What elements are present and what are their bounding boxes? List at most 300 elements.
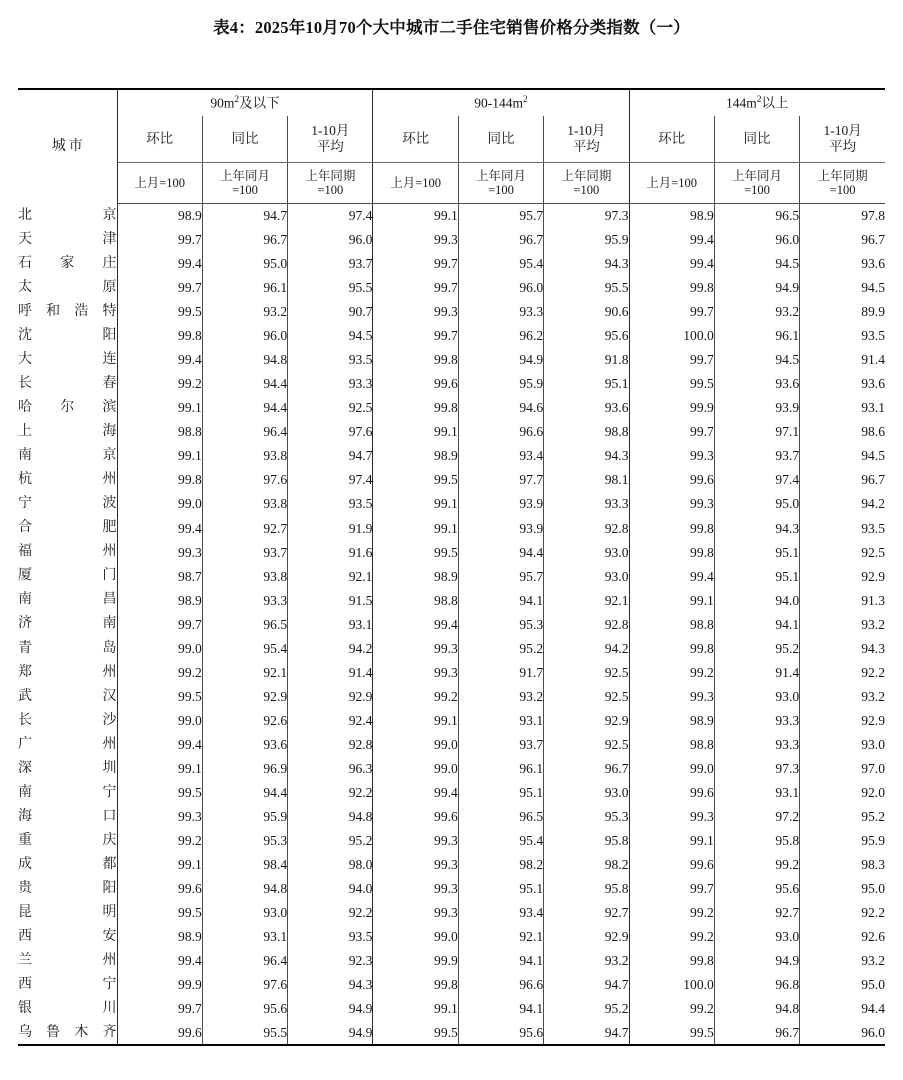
city-name-cell bbox=[18, 396, 117, 420]
index-value-cell: 99.3 bbox=[373, 853, 458, 877]
index-value-cell: 93.1 bbox=[458, 708, 543, 732]
table-row bbox=[18, 997, 885, 1021]
index-value-cell: 99.1 bbox=[629, 829, 714, 853]
index-value-cell: 99.5 bbox=[117, 300, 202, 324]
index-value-cell: 93.5 bbox=[288, 492, 373, 516]
table-row bbox=[18, 877, 885, 901]
index-value-cell: 95.4 bbox=[202, 636, 287, 660]
city-name-cell bbox=[18, 276, 117, 300]
index-value-cell: 95.1 bbox=[714, 540, 799, 564]
index-value-cell: 99.8 bbox=[629, 636, 714, 660]
index-value-cell: 98.9 bbox=[373, 444, 458, 468]
index-value-cell: 99.4 bbox=[373, 781, 458, 805]
city-name-cell bbox=[18, 516, 117, 540]
index-value-cell: 95.2 bbox=[458, 636, 543, 660]
index-value-cell: 96.9 bbox=[202, 757, 287, 781]
city-name-cell bbox=[18, 708, 117, 732]
index-value-cell: 99.1 bbox=[117, 853, 202, 877]
header-measure-g3-yoy bbox=[714, 116, 799, 163]
base-label: 上年同月 bbox=[475, 168, 526, 183]
index-value-cell: 100.0 bbox=[629, 973, 714, 997]
city-name-cell bbox=[18, 997, 117, 1021]
index-value-cell: 93.7 bbox=[202, 540, 287, 564]
header-measure-g1-mom bbox=[117, 116, 202, 163]
group-label-sup: 2 bbox=[522, 95, 528, 106]
index-value-cell: 100.0 bbox=[629, 324, 714, 348]
city-name-cell bbox=[18, 588, 117, 612]
city-name-cell bbox=[18, 540, 117, 564]
index-value-cell: 94.1 bbox=[458, 949, 543, 973]
index-value-cell: 91.8 bbox=[544, 348, 629, 372]
index-value-cell: 93.7 bbox=[458, 733, 543, 757]
index-value-cell: 93.9 bbox=[714, 396, 799, 420]
index-value-cell: 99.0 bbox=[117, 708, 202, 732]
index-value-cell: 98.8 bbox=[629, 612, 714, 636]
index-value-cell: 99.8 bbox=[373, 348, 458, 372]
index-value-cell: 94.8 bbox=[202, 877, 287, 901]
table-row bbox=[18, 925, 885, 949]
table-row bbox=[18, 324, 885, 348]
index-value-cell: 96.6 bbox=[458, 973, 543, 997]
base-label: 上月=100 bbox=[646, 175, 698, 190]
price-index-table bbox=[18, 88, 885, 1046]
index-value-cell: 92.0 bbox=[861, 785, 885, 801]
index-value-cell: 99.7 bbox=[629, 877, 714, 901]
index-value-cell: 93.4 bbox=[458, 444, 543, 468]
city-name: 贵 阳 bbox=[18, 881, 117, 896]
index-value-cell: 99.2 bbox=[117, 372, 202, 396]
city-name-cell bbox=[18, 564, 117, 588]
table-row bbox=[18, 805, 885, 829]
index-value-cell: 94.3 bbox=[544, 444, 629, 468]
base-label-2: =100 bbox=[232, 183, 258, 197]
title-text: 表4：2025年10月70个大中城市二手住宅销售价格分类指数（一） bbox=[213, 18, 690, 37]
index-value-cell: 99.7 bbox=[117, 997, 202, 1021]
city-name-cell bbox=[18, 300, 117, 324]
table-row bbox=[18, 372, 885, 396]
index-value-cell: 99.6 bbox=[373, 805, 458, 829]
index-value-cell: 93.3 bbox=[202, 588, 287, 612]
index-value-cell: 92.2 bbox=[288, 901, 373, 925]
index-value-cell: 99.1 bbox=[373, 708, 458, 732]
index-value-cell: 93.0 bbox=[714, 684, 799, 708]
city-name: 昆 明 bbox=[18, 905, 117, 921]
index-value-cell: 95.3 bbox=[202, 829, 287, 853]
index-value-cell: 96.5 bbox=[714, 204, 799, 228]
city-name-cell bbox=[18, 252, 117, 276]
index-value-cell: 93.6 bbox=[202, 733, 287, 757]
index-value-cell: 94.4 bbox=[202, 372, 287, 396]
index-value-cell: 99.2 bbox=[117, 660, 202, 684]
index-value-cell: 92.8 bbox=[544, 612, 629, 636]
index-value-cell: 98.2 bbox=[544, 853, 629, 877]
index-value-cell: 93.6 bbox=[861, 376, 885, 392]
city-name: 兰 州 bbox=[18, 953, 117, 969]
header-group-144-and-above bbox=[629, 89, 885, 116]
table-row bbox=[18, 396, 885, 420]
index-value-cell: 95.4 bbox=[458, 252, 543, 276]
index-value-cell: 96.3 bbox=[288, 757, 373, 781]
city-name-cell bbox=[18, 228, 117, 252]
index-value-cell: 94.2 bbox=[861, 496, 885, 512]
city-name: 济 南 bbox=[18, 616, 117, 632]
table-row bbox=[18, 973, 885, 997]
index-value-cell: 98.4 bbox=[202, 853, 287, 877]
index-value-cell: 95.0 bbox=[861, 881, 885, 897]
index-value-cell: 93.1 bbox=[288, 612, 373, 636]
index-value-cell: 94.3 bbox=[861, 640, 885, 656]
index-value-cell: 95.7 bbox=[458, 564, 543, 588]
index-value-cell: 95.6 bbox=[714, 877, 799, 901]
table-row bbox=[18, 1021, 885, 1045]
index-value-cell: 95.6 bbox=[544, 324, 629, 348]
index-value-cell: 93.5 bbox=[861, 520, 885, 536]
index-value-cell: 94.7 bbox=[544, 973, 629, 997]
index-value-cell: 95.8 bbox=[714, 829, 799, 853]
index-value-cell: 99.4 bbox=[117, 733, 202, 757]
index-value-cell: 93.3 bbox=[714, 733, 799, 757]
index-value-cell: 96.0 bbox=[288, 228, 373, 252]
index-value-cell: 96.1 bbox=[458, 757, 543, 781]
index-value-cell: 98.0 bbox=[288, 853, 373, 877]
index-value-cell: 97.3 bbox=[544, 204, 629, 228]
index-value-cell: 94.7 bbox=[288, 444, 373, 468]
index-value-cell: 99.4 bbox=[629, 564, 714, 588]
index-value-cell: 99.0 bbox=[117, 492, 202, 516]
city-name: 太 原 bbox=[18, 279, 117, 295]
index-value-cell: 91.9 bbox=[288, 516, 373, 540]
index-value-cell: 96.0 bbox=[714, 228, 799, 252]
city-name-cell bbox=[18, 733, 117, 757]
index-value-cell: 99.7 bbox=[629, 300, 714, 324]
index-value-cell: 95.5 bbox=[544, 276, 629, 300]
index-value-cell: 99.6 bbox=[629, 468, 714, 492]
table-row bbox=[18, 684, 885, 708]
city-name: 南 宁 bbox=[18, 784, 117, 800]
index-value-cell: 95.3 bbox=[544, 805, 629, 829]
index-value-cell: 97.8 bbox=[861, 208, 885, 224]
header-base-g2-yoy bbox=[458, 163, 543, 204]
table-row bbox=[18, 949, 885, 973]
index-value-cell: 95.0 bbox=[861, 977, 885, 993]
index-value-cell: 99.8 bbox=[629, 276, 714, 300]
table-row bbox=[18, 516, 885, 540]
index-value-cell: 91.5 bbox=[288, 588, 373, 612]
index-value-cell: 94.9 bbox=[458, 348, 543, 372]
index-value-cell: 92.2 bbox=[288, 781, 373, 805]
index-value-cell: 94.2 bbox=[544, 636, 629, 660]
city-name-cell bbox=[18, 1021, 117, 1045]
index-value-cell: 97.0 bbox=[861, 760, 885, 776]
index-value-cell: 95.5 bbox=[288, 276, 373, 300]
index-value-cell: 99.7 bbox=[373, 252, 458, 276]
index-value-cell: 99.3 bbox=[373, 877, 458, 901]
group-label-prefix: 90-144m bbox=[474, 95, 523, 111]
index-value-cell: 99.5 bbox=[373, 468, 458, 492]
index-value-cell: 99.3 bbox=[629, 492, 714, 516]
index-value-cell: 99.6 bbox=[373, 372, 458, 396]
index-value-cell: 93.0 bbox=[544, 564, 629, 588]
index-value-cell: 93.8 bbox=[202, 564, 287, 588]
index-value-cell: 94.5 bbox=[288, 324, 373, 348]
index-value-cell: 96.6 bbox=[458, 420, 543, 444]
measure-name-2: 平均 bbox=[572, 139, 600, 154]
index-value-cell: 99.3 bbox=[117, 540, 202, 564]
index-value-cell: 93.1 bbox=[202, 925, 287, 949]
index-value-cell: 96.2 bbox=[458, 324, 543, 348]
index-value-cell: 91.4 bbox=[288, 660, 373, 684]
measure-name: 1-10月 bbox=[823, 123, 862, 139]
city-name: 西 安 bbox=[18, 929, 117, 945]
index-value-cell: 99.4 bbox=[117, 252, 202, 276]
index-value-cell: 99.7 bbox=[373, 324, 458, 348]
base-label-2: =100 bbox=[488, 183, 514, 197]
city-name-cell bbox=[18, 660, 117, 684]
table-row bbox=[18, 300, 885, 324]
index-value-cell: 99.9 bbox=[373, 949, 458, 973]
index-value-cell: 95.6 bbox=[458, 1021, 543, 1045]
index-value-cell: 92.5 bbox=[288, 396, 373, 420]
city-name: 杭 州 bbox=[18, 472, 117, 488]
index-value-cell: 99.7 bbox=[629, 348, 714, 372]
index-value-cell: 93.1 bbox=[714, 781, 799, 805]
index-value-cell: 99.5 bbox=[373, 540, 458, 564]
index-value-cell: 92.9 bbox=[202, 684, 287, 708]
header-city-cell bbox=[18, 89, 117, 204]
index-value-cell: 99.4 bbox=[117, 516, 202, 540]
table-row bbox=[18, 733, 885, 757]
index-value-cell: 93.1 bbox=[861, 400, 885, 416]
index-value-cell: 99.8 bbox=[373, 973, 458, 997]
index-value-cell: 98.7 bbox=[117, 564, 202, 588]
base-label: 上年同月 bbox=[219, 168, 270, 183]
index-value-cell: 97.6 bbox=[288, 420, 373, 444]
city-name-cell bbox=[18, 348, 117, 372]
index-value-cell: 96.1 bbox=[714, 324, 799, 348]
table-row bbox=[18, 492, 885, 516]
index-value-cell: 99.0 bbox=[373, 757, 458, 781]
index-value-cell: 92.7 bbox=[714, 901, 799, 925]
index-value-cell: 95.2 bbox=[861, 809, 885, 825]
city-name-cell bbox=[18, 925, 117, 949]
index-value-cell: 99.2 bbox=[629, 997, 714, 1021]
index-value-cell: 94.5 bbox=[861, 280, 885, 296]
index-value-cell: 95.0 bbox=[714, 492, 799, 516]
index-value-cell: 95.0 bbox=[202, 252, 287, 276]
index-value-cell: 99.1 bbox=[373, 997, 458, 1021]
city-name-cell bbox=[18, 636, 117, 660]
index-value-cell: 93.4 bbox=[458, 901, 543, 925]
index-value-cell: 95.2 bbox=[714, 636, 799, 660]
group-label-sup: 2 bbox=[234, 95, 240, 106]
city-name-cell bbox=[18, 829, 117, 853]
city-name: 深 圳 bbox=[18, 760, 117, 776]
header-base-g3-yoy bbox=[714, 163, 799, 204]
index-value-cell: 94.8 bbox=[288, 805, 373, 829]
index-value-cell: 99.9 bbox=[117, 973, 202, 997]
index-value-cell: 93.8 bbox=[202, 492, 287, 516]
base-label: 上月=100 bbox=[390, 175, 442, 190]
city-name: 长 春 bbox=[18, 376, 117, 392]
index-value-cell: 99.6 bbox=[629, 781, 714, 805]
index-value-cell: 99.0 bbox=[629, 757, 714, 781]
index-value-cell: 96.5 bbox=[202, 612, 287, 636]
city-name: 呼 和 浩 特 bbox=[18, 303, 117, 319]
city-name: 海 口 bbox=[18, 808, 117, 824]
index-value-cell: 93.2 bbox=[202, 300, 287, 324]
index-value-cell: 92.8 bbox=[544, 516, 629, 540]
index-value-cell: 98.8 bbox=[544, 420, 629, 444]
city-name: 宁 波 bbox=[18, 496, 117, 512]
index-value-cell: 92.2 bbox=[861, 664, 885, 680]
index-value-cell: 93.2 bbox=[861, 616, 885, 632]
index-value-cell: 99.4 bbox=[117, 348, 202, 372]
index-value-cell: 96.7 bbox=[202, 228, 287, 252]
index-value-cell: 91.4 bbox=[861, 352, 885, 368]
index-value-cell: 92.9 bbox=[544, 708, 629, 732]
index-value-cell: 97.1 bbox=[714, 420, 799, 444]
index-value-cell: 93.2 bbox=[861, 953, 885, 969]
index-value-cell: 99.3 bbox=[373, 636, 458, 660]
index-value-cell: 98.8 bbox=[629, 733, 714, 757]
city-name-cell bbox=[18, 757, 117, 781]
table-row bbox=[18, 540, 885, 564]
table-header bbox=[18, 89, 885, 204]
index-value-cell: 99.4 bbox=[629, 228, 714, 252]
index-value-cell: 97.3 bbox=[714, 757, 799, 781]
city-name: 青 岛 bbox=[18, 640, 117, 656]
header-measure-g2-yoy bbox=[458, 116, 543, 163]
index-value-cell: 94.5 bbox=[861, 448, 885, 464]
index-value-cell: 92.6 bbox=[202, 708, 287, 732]
city-name-cell bbox=[18, 492, 117, 516]
base-label: 上年同月 bbox=[731, 168, 782, 183]
index-value-cell: 99.3 bbox=[373, 660, 458, 684]
index-value-cell: 91.7 bbox=[458, 660, 543, 684]
base-label-2: =100 bbox=[573, 183, 600, 197]
base-label-2: =100 bbox=[744, 183, 770, 197]
index-value-cell: 94.9 bbox=[288, 997, 373, 1021]
index-value-cell: 96.4 bbox=[202, 949, 287, 973]
table-row bbox=[18, 757, 885, 781]
index-value-cell: 99.3 bbox=[629, 684, 714, 708]
city-name-cell bbox=[18, 901, 117, 925]
index-value-cell: 98.8 bbox=[117, 420, 202, 444]
table-row bbox=[18, 228, 885, 252]
index-value-cell: 96.7 bbox=[861, 231, 885, 247]
index-value-cell: 94.3 bbox=[288, 973, 373, 997]
index-value-cell: 99.8 bbox=[117, 324, 202, 348]
header-measure-g2-avg bbox=[544, 116, 629, 163]
index-value-cell: 92.9 bbox=[861, 568, 885, 584]
index-value-cell: 98.8 bbox=[373, 588, 458, 612]
index-value-cell: 94.0 bbox=[714, 588, 799, 612]
header-measure-g3-avg bbox=[800, 116, 885, 163]
header-row-groups bbox=[18, 89, 885, 116]
index-value-cell: 99.4 bbox=[373, 612, 458, 636]
index-value-cell: 92.4 bbox=[288, 708, 373, 732]
index-value-cell: 99.3 bbox=[373, 901, 458, 925]
index-value-cell: 93.2 bbox=[458, 684, 543, 708]
header-group-90-and-below bbox=[117, 89, 373, 116]
index-value-cell: 96.0 bbox=[202, 324, 287, 348]
group-label-suffix: 及以下 bbox=[239, 95, 280, 111]
index-value-cell: 92.1 bbox=[288, 564, 373, 588]
index-value-cell: 95.6 bbox=[202, 997, 287, 1021]
table-body bbox=[18, 204, 885, 1046]
index-value-cell: 92.1 bbox=[458, 925, 543, 949]
index-value-cell: 95.8 bbox=[544, 877, 629, 901]
index-value-cell: 99.1 bbox=[629, 588, 714, 612]
table-container bbox=[18, 88, 885, 1046]
header-base-g1-avg bbox=[288, 163, 373, 204]
index-value-cell: 97.4 bbox=[288, 468, 373, 492]
table-row bbox=[18, 636, 885, 660]
index-value-cell: 91.3 bbox=[861, 592, 885, 608]
header-row-bases bbox=[18, 163, 885, 204]
index-value-cell: 93.5 bbox=[288, 348, 373, 372]
index-value-cell: 99.6 bbox=[117, 877, 202, 901]
measure-name: 同比 bbox=[231, 131, 259, 147]
city-name: 石 家 庄 bbox=[18, 255, 117, 271]
city-name: 郑 州 bbox=[18, 664, 117, 680]
index-value-cell: 94.5 bbox=[714, 252, 799, 276]
city-name-cell bbox=[18, 444, 117, 468]
index-value-cell: 94.1 bbox=[458, 997, 543, 1021]
index-value-cell: 93.3 bbox=[458, 300, 543, 324]
table-row bbox=[18, 276, 885, 300]
index-value-cell: 99.1 bbox=[117, 757, 202, 781]
index-value-cell: 92.1 bbox=[544, 588, 629, 612]
index-value-cell: 90.6 bbox=[544, 300, 629, 324]
index-value-cell: 92.5 bbox=[544, 733, 629, 757]
index-value-cell: 95.1 bbox=[458, 781, 543, 805]
index-value-cell: 92.7 bbox=[202, 516, 287, 540]
index-value-cell: 99.8 bbox=[117, 468, 202, 492]
index-value-cell: 95.1 bbox=[458, 877, 543, 901]
index-value-cell: 93.3 bbox=[288, 372, 373, 396]
index-value-cell: 94.4 bbox=[861, 1001, 885, 1017]
index-value-cell: 94.3 bbox=[714, 516, 799, 540]
base-label-2: =100 bbox=[317, 183, 344, 197]
index-value-cell: 99.2 bbox=[629, 660, 714, 684]
city-name: 上 海 bbox=[18, 424, 117, 440]
table-row bbox=[18, 829, 885, 853]
index-value-cell: 94.0 bbox=[288, 877, 373, 901]
header-base-g2-avg bbox=[544, 163, 629, 204]
city-name: 天 津 bbox=[18, 231, 117, 247]
index-value-cell: 93.5 bbox=[861, 328, 885, 344]
city-name: 南 京 bbox=[18, 448, 117, 464]
index-value-cell: 99.7 bbox=[117, 612, 202, 636]
header-measure-g3-mom bbox=[629, 116, 714, 163]
table-row bbox=[18, 660, 885, 684]
index-value-cell: 97.6 bbox=[202, 468, 287, 492]
measure-name: 1-10月 bbox=[567, 123, 606, 139]
measure-name: 环比 bbox=[146, 131, 174, 147]
index-value-cell: 99.5 bbox=[629, 1021, 714, 1045]
index-value-cell: 99.5 bbox=[117, 901, 202, 925]
index-value-cell: 98.3 bbox=[861, 857, 885, 873]
city-name-cell bbox=[18, 324, 117, 348]
index-value-cell: 96.7 bbox=[544, 757, 629, 781]
index-value-cell: 92.2 bbox=[861, 905, 885, 921]
index-value-cell: 95.9 bbox=[202, 805, 287, 829]
index-value-cell: 94.1 bbox=[714, 612, 799, 636]
table-row bbox=[18, 252, 885, 276]
table-row bbox=[18, 781, 885, 805]
index-value-cell: 95.8 bbox=[544, 829, 629, 853]
